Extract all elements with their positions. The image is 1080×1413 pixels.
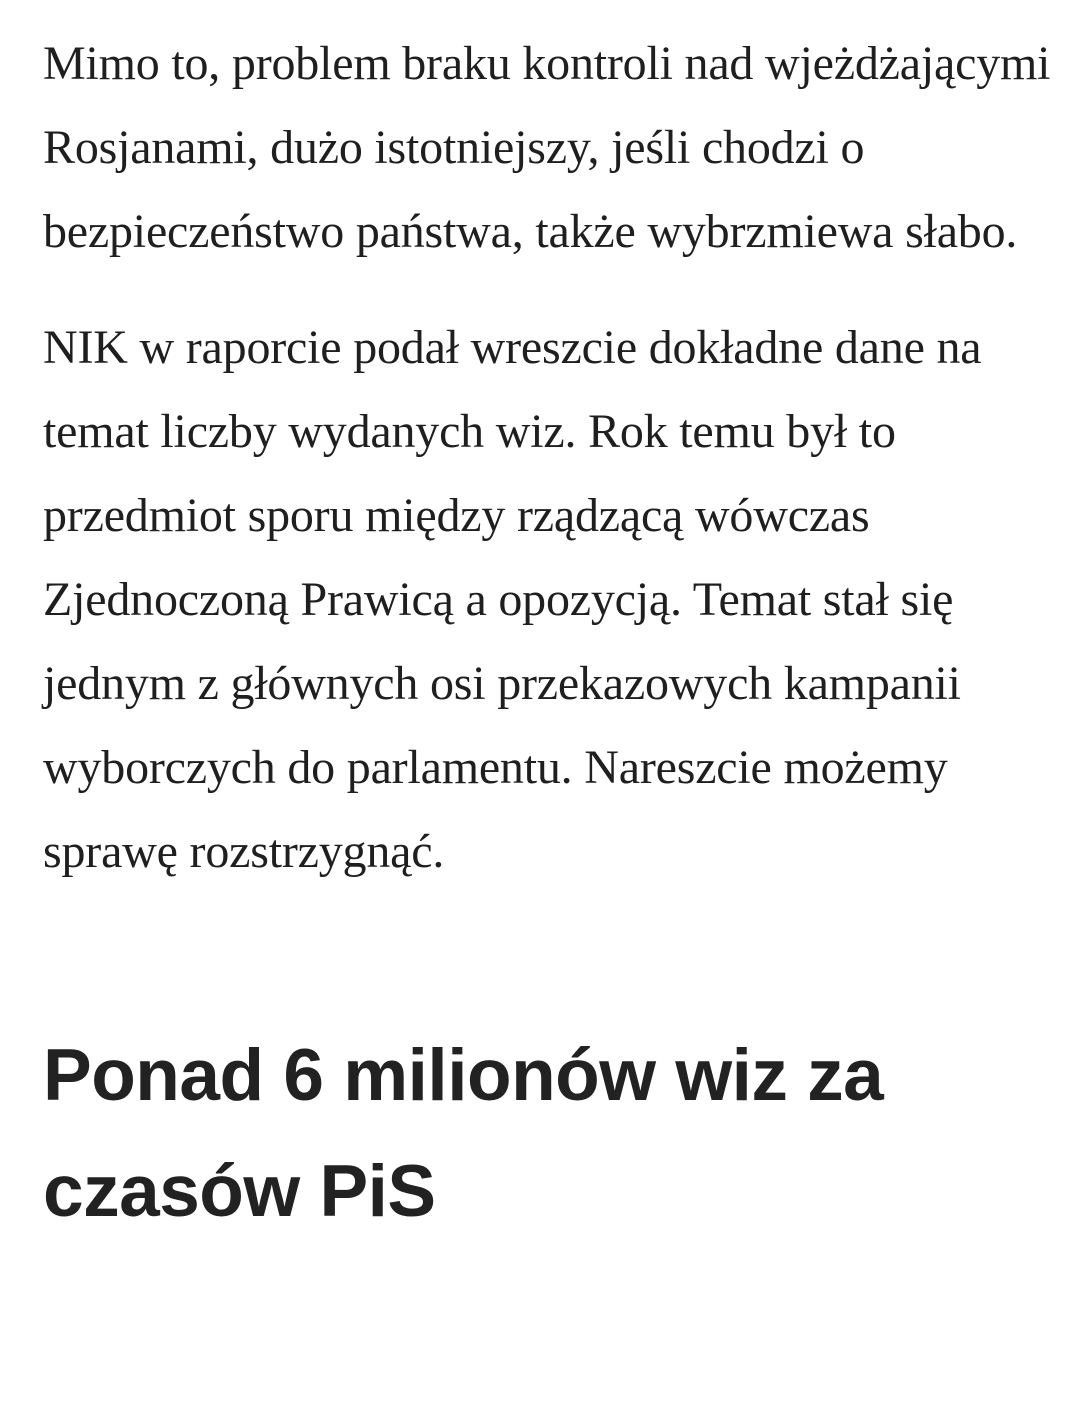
article-body [43, 22, 1053, 1250]
section-heading: Ponad 6 milionów wiz za czasów PiS [43, 1035, 884, 1232]
paragraph-russians-control: Mimo to, problem braku kontroli nad wjeżdżającymi Rosjanami, dużo istotniejszy, jeśli chodzi o bezpieczeństwo państwa, także wybrzmiewa słabo. [43, 37, 1051, 258]
paragraph-nik-report: NIK w raporcie podał wreszcie dokładne dane na temat liczby wydanych wiz. Rok temu był to przedmiot sporu między rządzącą wówczas Zjednoczoną Prawicą a opozycją. Temat stał się jednym z głównych osi przekazowych kampanii wyborczych do parlamentu. Nareszcie możemy sprawę rozstrzygnąć. [43, 321, 982, 878]
